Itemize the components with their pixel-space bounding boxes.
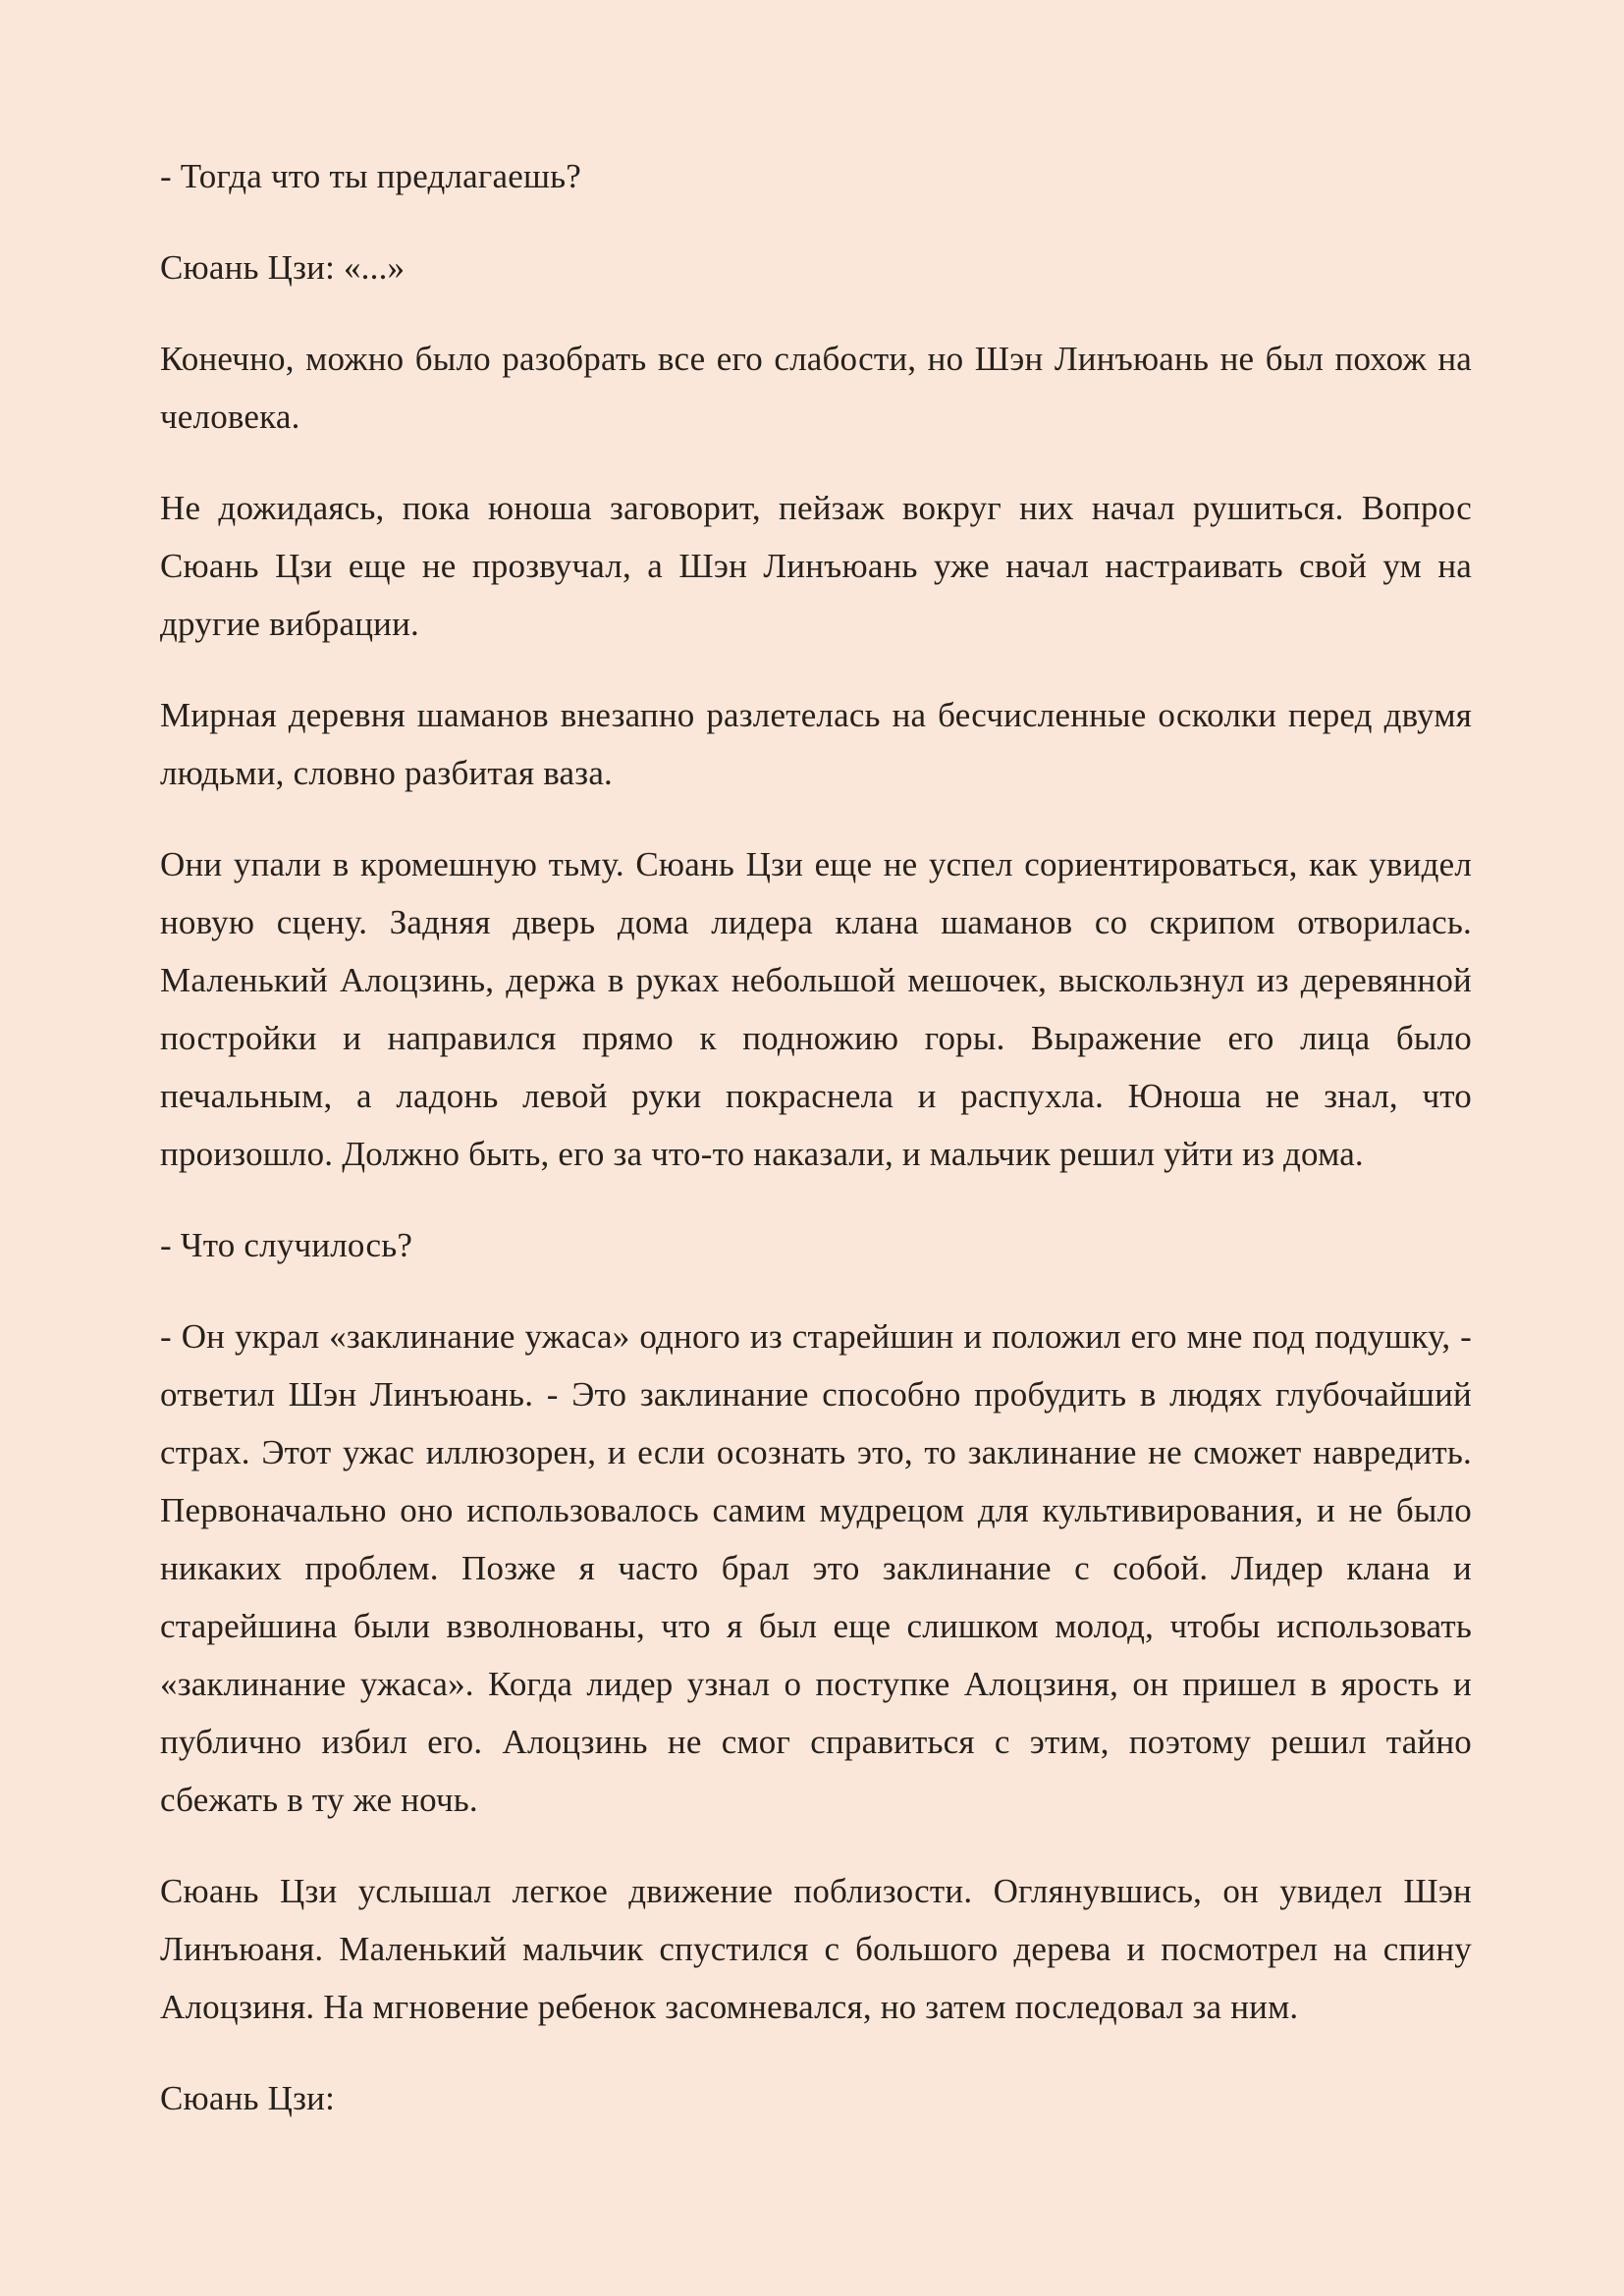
paragraph: Мирная деревня шаманов внезапно разлетелась на бесчисленные осколки перед двумя людьми, словно разбитая ваза. [160, 696, 1472, 792]
paragraph: Конечно, можно было разобрать все его слабости, но Шэн Линъюань не был похож на человека. [160, 340, 1472, 436]
dialogue-line: Сюань Цзи: «...» [160, 248, 406, 287]
dialogue-line: Сюань Цзи: [160, 2079, 336, 2117]
dialogue-line: - Тогда что ты предлагаешь? [160, 157, 581, 195]
text-content [160, 147, 1472, 2161]
paragraph: - Он украл «заклинание ужаса» одного из старейшин и положил его мне под подушку, - ответил Шэн Линъюань. - Это заклинание способно пробудить в людях глубочайший страх. Этот ужас иллюзорен, и если осознать это, то заклинание не сможет навредить. Первоначально оно использовалось самим мудрецом для культивирования, и не было никаких проблем. Позже я часто брал это заклинание с собой. Лидер клана и старейшина были взволнованы, что я был еще слишком молод, чтобы использовать «заклинание ужаса». Когда лидер узнал о поступке Алоцзиня, он пришел в ярость и публично избил его. Алоцзинь не смог справиться с этим, поэтому решил тайно сбежать в ту же ночь. [160, 1317, 1472, 1819]
paragraph: Сюань Цзи услышал легкое движение поблизости. Оглянувшись, он увидел Шэн Линъюаня. Маленький мальчик спустился с большого дерева и посмотрел на спину Алоцзиня. На мгновение ребенок засомневался, но затем последовал за ним. [160, 1872, 1472, 2026]
dialogue-line: - Что случилось? [160, 1226, 413, 1264]
paragraph: Не дожидаясь, пока юноша заговорит, пейзаж вокруг них начал рушиться. Вопрос Сюань Цзи еще не прозвучал, а Шэн Линъюань уже начал настраивать свой ум на другие вибрации. [160, 489, 1472, 643]
paragraph: Они упали в кромешную тьму. Сюань Цзи еще не успел сориентироваться, как увидел новую сцену. Задняя дверь дома лидера клана шаманов со скрипом отворилась. Маленький Алоцзинь, держа в руках небольшой мешочек, выскользнул из деревянной постройки и направился прямо к подножию горы. Выражение его лица было печальным, а ладонь левой руки покраснела и распухла. Юноша не знал, что произошло. Должно быть, его за что-то наказали, и мальчик решил уйти из дома. [160, 845, 1472, 1173]
